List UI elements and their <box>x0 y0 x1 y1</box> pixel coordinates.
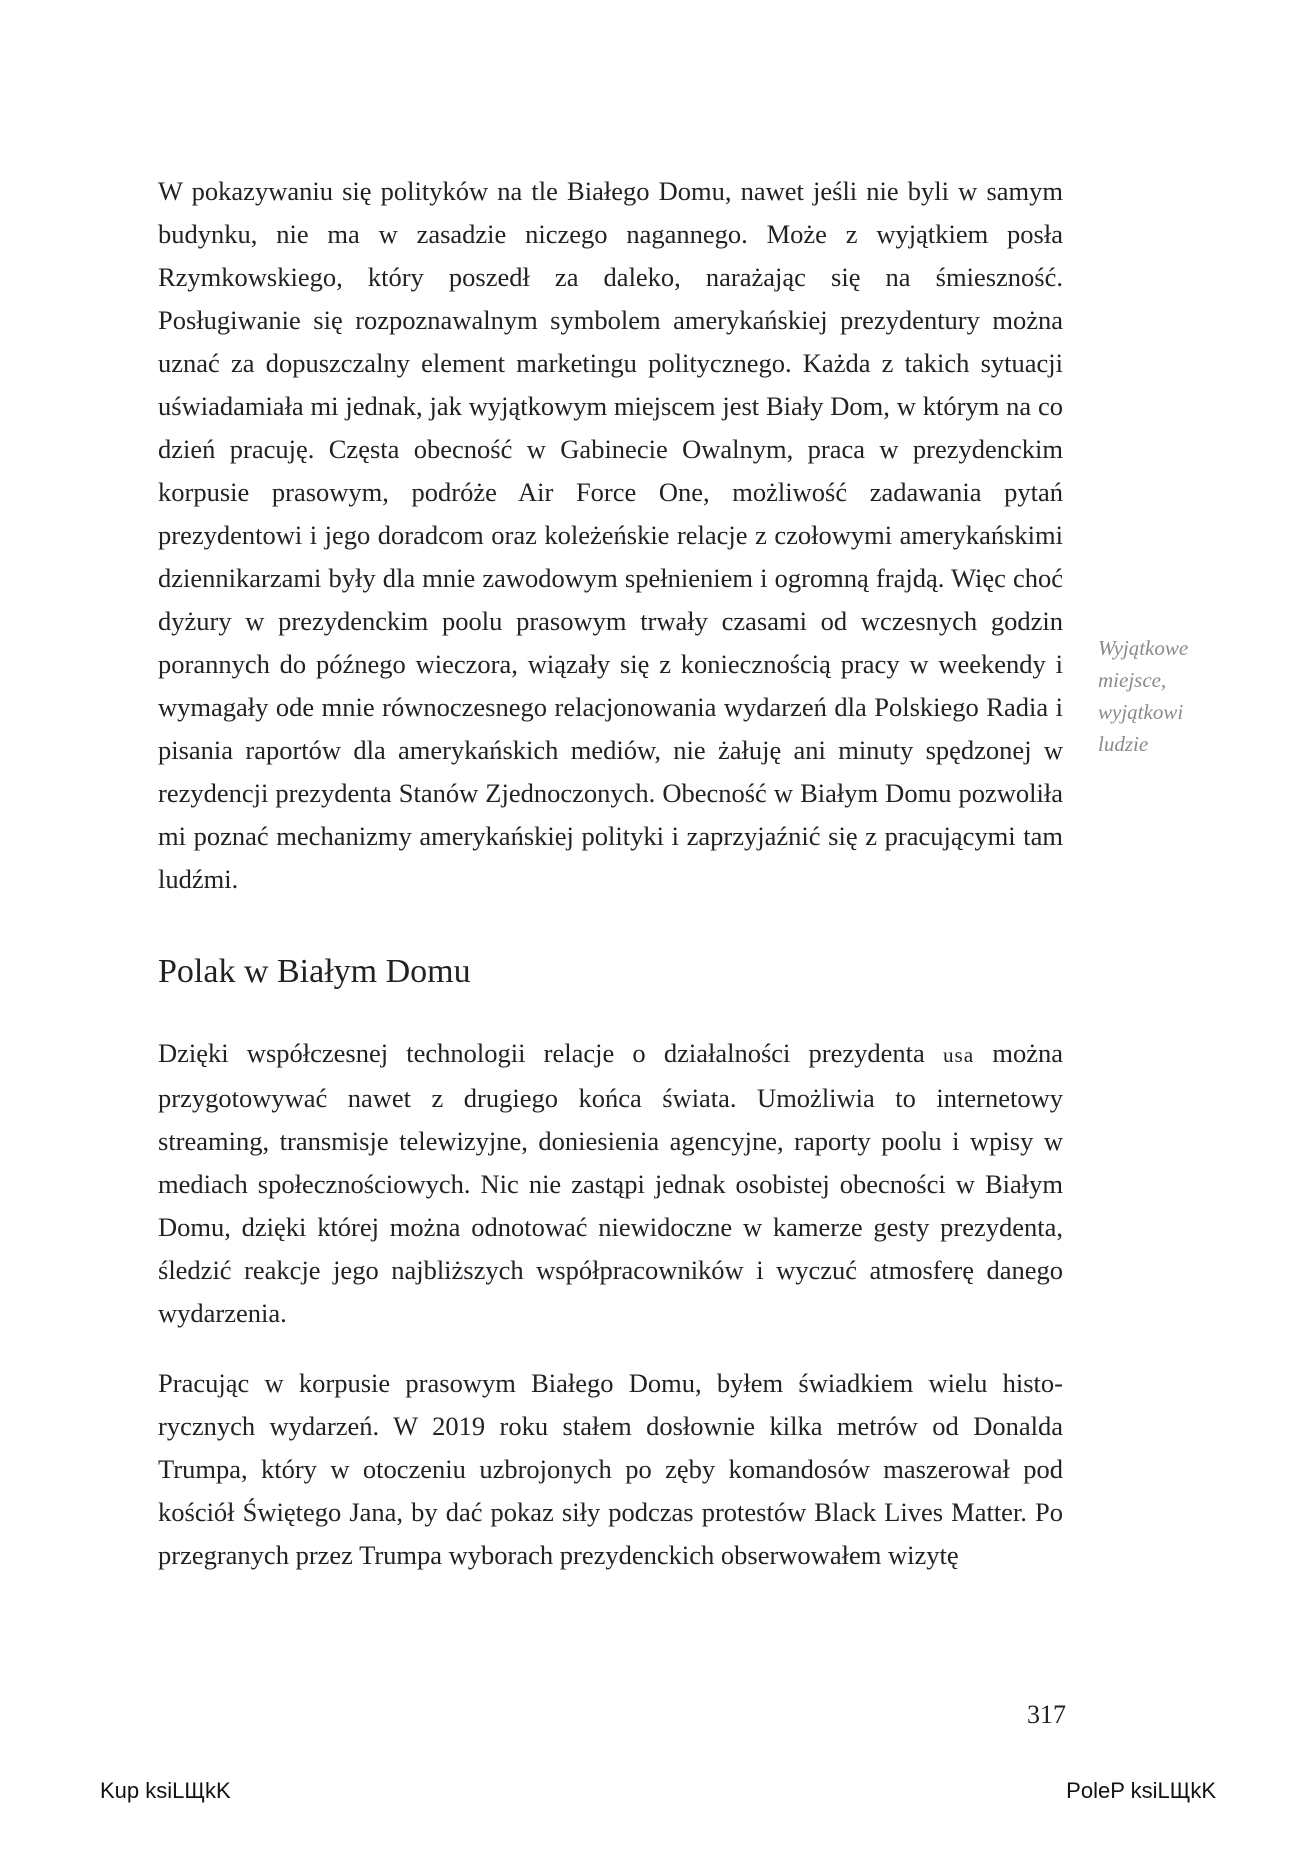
acronym: usa <box>942 1043 975 1067</box>
body-paragraph <box>158 1032 1063 1335</box>
paragraph-text: Dzięki współczesnej technologii relacje o działalności prezydenta <box>158 1038 943 1068</box>
footer-recommend-book-link[interactable]: PoleP ksiLЩkK <box>1066 1778 1216 1803</box>
margin-note-line: miejsce, <box>1098 668 1167 692</box>
footer-buy-book-link[interactable]: Kup ksiLЩkK <box>100 1778 231 1803</box>
margin-note-line: ludzie <box>1098 732 1149 756</box>
section-heading: Polak w Białym Domu <box>158 953 471 990</box>
page-number: 317 <box>1027 1700 1066 1729</box>
margin-note <box>1098 632 1238 760</box>
paragraph-text: można przygotowywać nawet z drugiego końca świata. Umożliwia to internetowy streaming, transmisje telewizyjne, doniesienia agencyjne, raporty poolu i wpisy w mediach społecznościowych. Nic nie zastąpi jednak osobistej obecności w Białym Domu, dzięki której można odnotować niewidoczne w kamerze gesty prezydenta, śledzić reakcje jego najbliższych współpracowników i wyczuć atmosferę danego wydarzenia. <box>158 1038 1064 1328</box>
body-paragraph: Pracując w korpusie prasowym Białego Domu, byłem świadkiem wielu historycznych wydarzeń. W 2019 roku stałem dosłownie kilka metrów od Donalda Trumpa, który w otoczeniu uzbrojonych po zęby komandosów maszerował pod kościół Świętego Jana, by dać pokaz siły podczas protestów Black Lives Matter. Po przegranych przez Trumpa wyborach prezydenckich obserwowałem wizytę <box>158 1368 1063 1570</box>
body-paragraph: W pokazywaniu się polityków na tle Białego Domu, nawet jeśli nie byli w samym budynku, nie ma w zasadzie niczego nagannego. Może z wyjątkiem posła Rzymkowskiego, który poszedł za daleko, narażając się na śmieszność. Posługiwanie się rozpoznawalnym symbolem amerykańskiej prezydentury można uznać za dopuszczalny element marketingu politycznego. Każda z takich sytuacji uświadamiała mi jednak, jak wyjątkowym miejscem jest Biały Dom, w którym na co dzień pracuję. Częsta obecność w Gabinecie Owalnym, praca w prezydenckim korpusie prasowym, podróże Air Force One, możliwość zadawania pytań prezydentowi i jego doradcom oraz koleżeńskie relacje z czołowymi amerykańskimi dziennikarzami były dla mnie zawodowym spełnieniem i ogromną frajdą. Więc choć dyżury w prezydenckim poolu prasowym trwały czasami od wczesnych godzin porannych do późnego wieczora, wiązały się z koniecznością pracy w weekendy i wymagały ode mnie równoczesnego relacjonowania wydarzeń dla Polskiego Radia i pisania raportów dla amerykańskich mediów, nie żałuję ani minuty spędzonej w rezydencji prezydenta Stanów Zjednoczonych. Obecność w Białym Domu pozwoliła mi poznać mechanizmy amerykańskiej polityki i zaprzyjaźnić się z pracującymi tam ludźmi. <box>158 176 1063 894</box>
margin-note-line: Wyjątkowe <box>1098 636 1189 660</box>
margin-note-line: wyjątkowi <box>1098 700 1184 724</box>
